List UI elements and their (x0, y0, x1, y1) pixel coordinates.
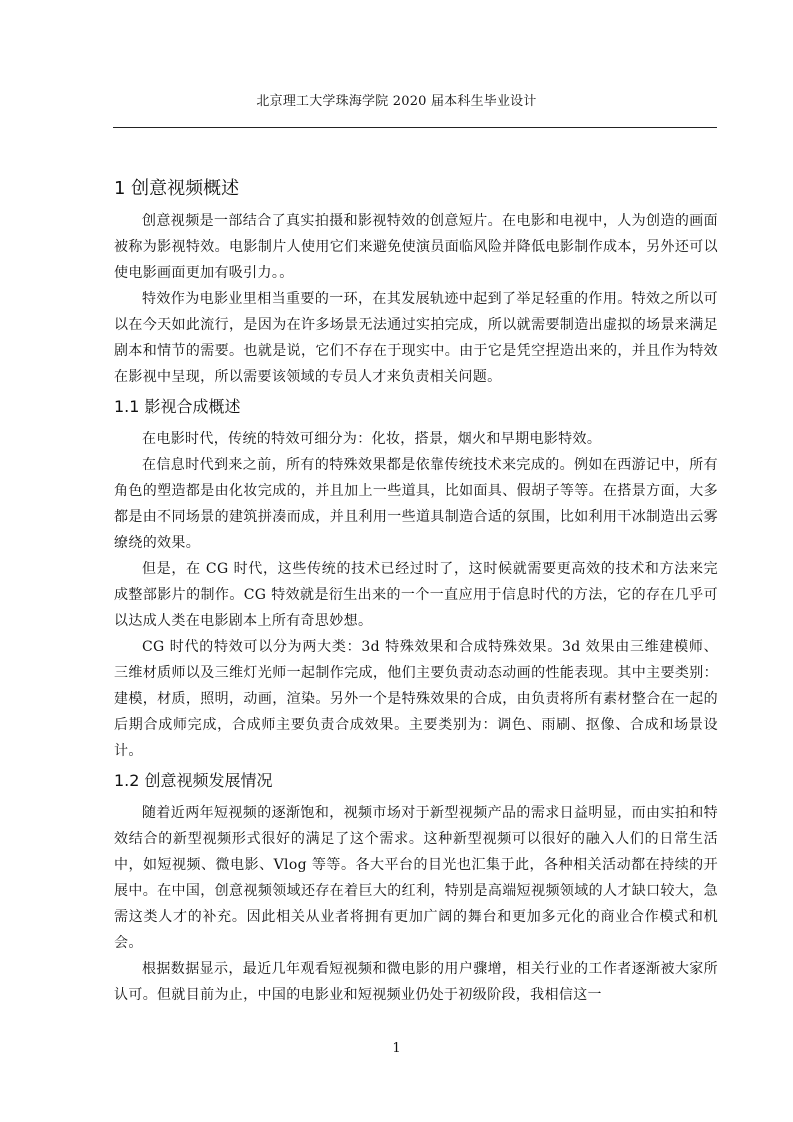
page-header: 北京理工大学珠海学院 2020 届本科生毕业设计 (256, 94, 537, 109)
paragraph: 在信息时代到来之前，所有的特殊效果都是依靠传统技术来完成的。例如在西游记中，所有角色的塑造都是由化妆完成的，并且加上一些道具，比如面具、假胡子等等。在搭景方面，大多都是由不同场景的建筑拼凑而成，并且利用一些道具制造合适的氛围，比如利用干冰制造出云雾缭绕的效果。 (114, 457, 718, 551)
paragraph: CG 时代的特效可以分为两大类：3d 特殊效果和合成特殊效果。3d 效果由三维建模师、三维材质师以及三维灯光师一起制作完成，他们主要负责动态动画的性能表现。其中主要类别：建模，材质，照明，动画，渲染。另外一个是特殊效果的合成，由负责将所有素材整合在一起的后期合成师完成，合成师主要负责合成效果。主要类别为：调色、雨刷、抠像、合成和场景设计。 (114, 639, 718, 759)
paragraph: 创意视频是一部结合了真实拍摄和影视特效的创意短片。在电影和电视中，人为创造的画面被称为影视特效。电影制片人使用它们来避免使演员面临风险并降低电影制作成本，另外还可以使电影画面更加有吸引力。。 (114, 213, 718, 281)
paragraph: 根据数据显示，最近几年观看短视频和微电影的用户骤增，相关行业的工作者逐渐被大家所认可。但就目前为止，中国的电影业和短视频业仍处于初级阶段，我相信这一 (114, 961, 718, 1003)
paragraph: 但是，在 CG 时代，这些传统的技术已经过时了，这时候就需要更高效的技术和方法来完成整部影片的制作。CG 特效就是衍生出来的一个一直应用于信息时代的方法，它的存在几乎可以达成人类在电影剧本上所有奇思妙想。 (114, 561, 718, 629)
section-title-1-1: 1.1 影视合成概述 (114, 397, 241, 416)
paragraph: 在电影时代，传统的特效可细分为：化妆，搭景，烟火和早期电影特效。 (142, 431, 602, 447)
section-title-1-2: 1.2 创意视频发展情况 (114, 771, 273, 790)
page-number: 1 (392, 1041, 401, 1056)
paragraph: 特效作为电影业里相当重要的一环，在其发展轨迹中起到了举足轻重的作用。特效之所以可以在今天如此流行，是因为在许多场景无法通过实拍完成，所以就需要制造出虚拟的场景来满足剧本和情节的需要。也就是说，它们不存在于现实中。由于它是凭空捏造出来的，并且作为特效在影视中呈现，所以需要该领域的专员人才来负责相关问题。 (114, 291, 718, 385)
header-divider (113, 127, 717, 128)
paragraph: 随着近两年短视频的逐渐饱和，视频市场对于新型视频产品的需求日益明显，而由实拍和特效结合的新型视频形式很好的满足了这个需求。这种新型视频可以很好的融入人们的日常生活中，如短视频、微电影、Vlog 等等。各大平台的目光也汇集于此，各种相关活动都在持续的开展中。在中国，创意视频领域还存在着巨大的红利，特别是高端短视频领域的人才缺口较大，急需这类人才的补充。因此相关从业者将拥有更加广阔的舞台和更加多元化的商业合作模式和机会。 (114, 805, 718, 951)
section-title-1: 1 创意视频概述 (114, 178, 240, 199)
document-body (114, 174, 718, 1008)
